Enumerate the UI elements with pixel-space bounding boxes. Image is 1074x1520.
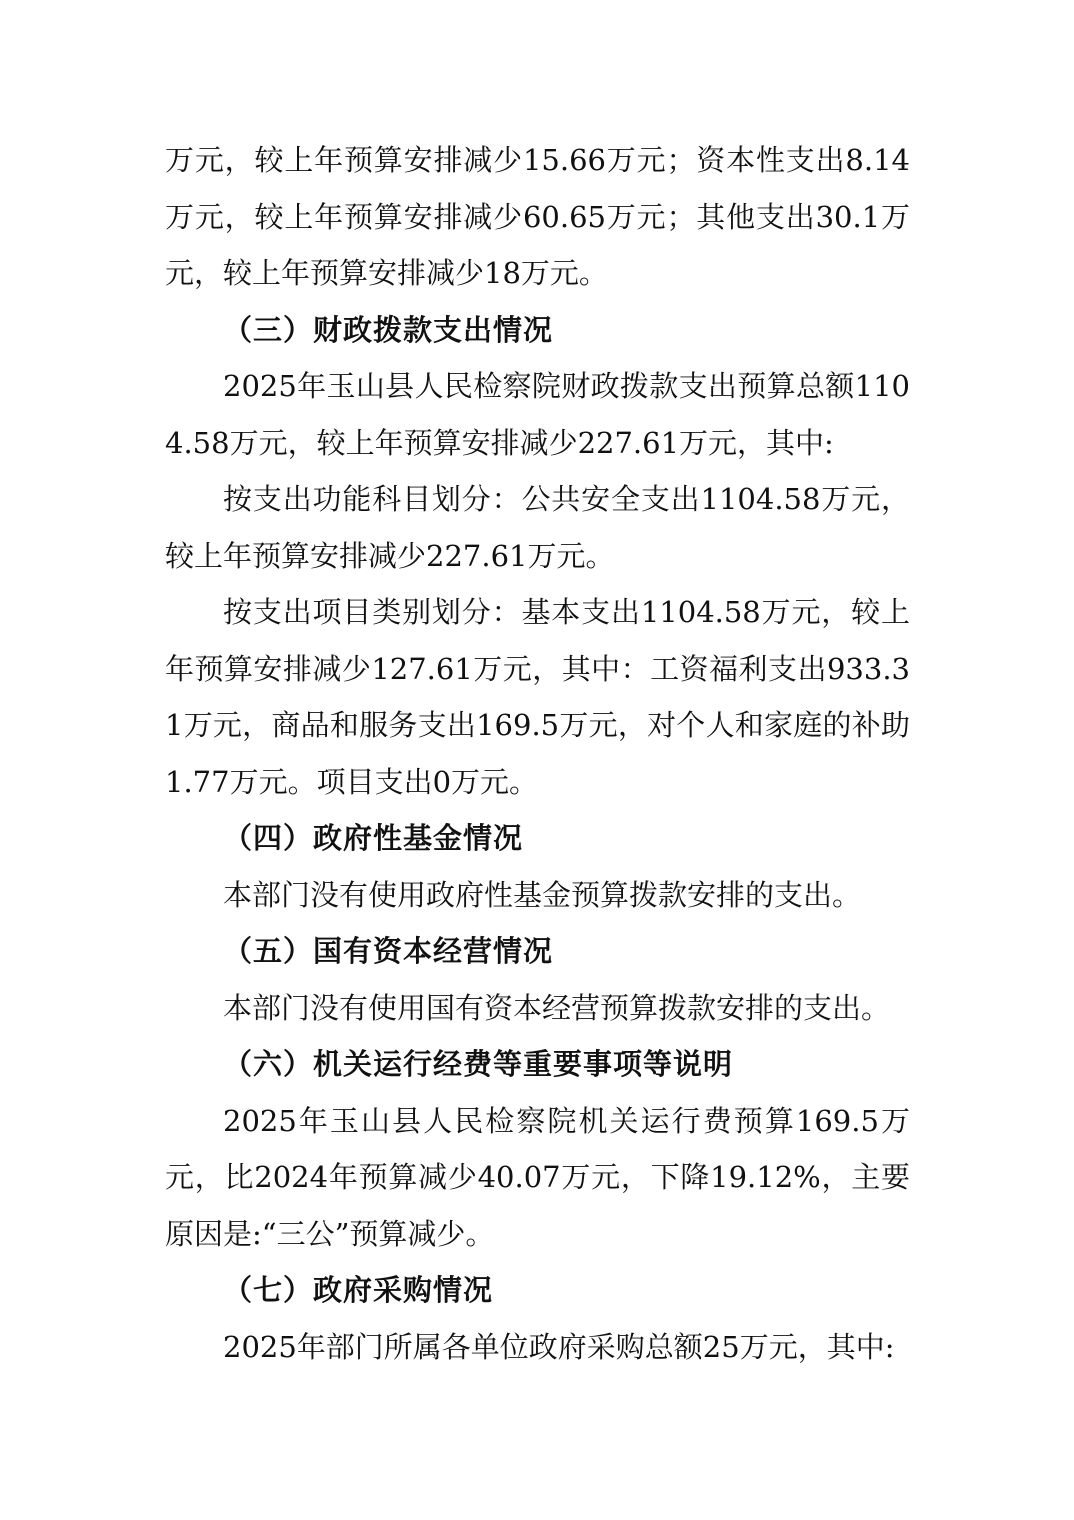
section-heading-state-capital: （五）国有资本经营情况 <box>223 934 554 968</box>
paragraph-continued: 万元，较上年预算安排减少15.66万元；资本性支出8.14万元，较上年预算安排减少60.65万元；其他支出30.1万元，较上年预算安排减少18万元。 <box>165 143 910 290</box>
paragraph-state-capital: 本部门没有使用国有资本经营预算拨款安排的支出。 <box>223 990 891 1025</box>
section-heading-procurement: （七）政府采购情况 <box>223 1273 494 1307</box>
section-heading-government-fund: （四）政府性基金情况 <box>223 821 524 855</box>
section-heading-fiscal-expenditure: （三）财政拨款支出情况 <box>223 312 554 347</box>
section-heading-operating-costs: （六）机关运行经费等重要事项等说明 <box>223 1047 734 1081</box>
document-body <box>165 132 910 1375</box>
paragraph-by-category: 按支出项目类别划分：基本支出1104.58万元，较上年预算安排减少127.61万元，其中：工资福利支出933.31万元，商品和服务支出169.5万元，对个人和家庭的补助1.77万元。项目支出0万元。 <box>165 595 910 799</box>
paragraph-government-fund: 本部门没有使用政府性基金预算拨款安排的支出。 <box>223 877 862 912</box>
paragraph-by-function: 按支出功能科目划分：公共安全支出1104.58万元，较上年预算安排减少227.61万元。 <box>165 482 910 573</box>
paragraph-procurement: 2025年部门所属各单位政府采购总额25万元，其中: <box>223 1329 895 1364</box>
paragraph-operating-costs: 2025年玉山县人民检察院机关运行费预算169.5万元，比2024年预算减少40.07万元，下降19.12%，主要原因是:“三公”预算减少。 <box>165 1103 910 1251</box>
paragraph-fiscal-total: 2025年玉山县人民检察院财政拨款支出预算总额1104.58万元，较上年预算安排减少227.61万元，其中: <box>165 369 910 460</box>
